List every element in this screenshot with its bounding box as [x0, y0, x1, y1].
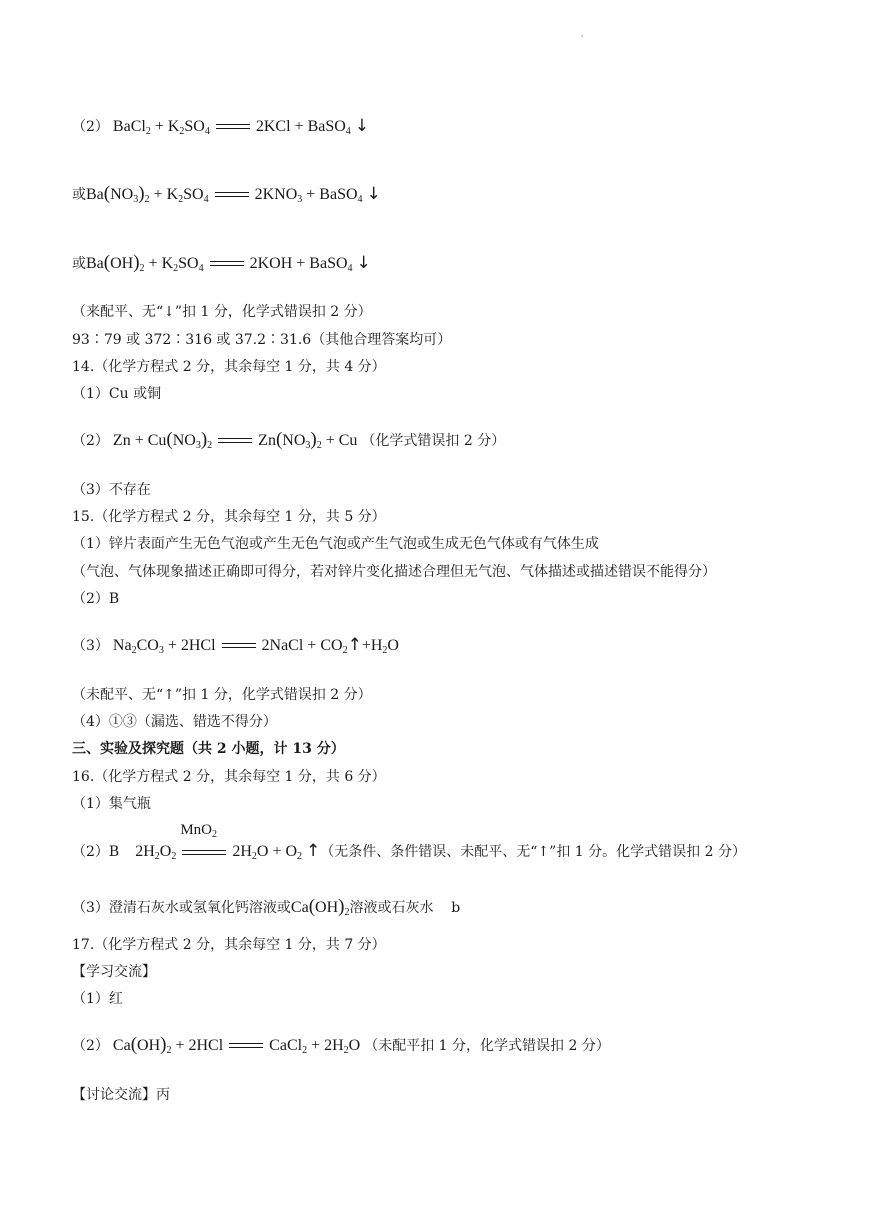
paren: ) — [133, 252, 140, 273]
formula: O — [159, 843, 172, 860]
answer-15-1: （1）锌片表面产生无色气泡或产生无色气泡或产生气泡或生成无色气体或有气体生成 — [72, 536, 599, 552]
answer-text: 溶液或石灰水 — [349, 900, 434, 916]
subscript: 2 — [173, 263, 179, 274]
answer-text: （3）澄清石灰水或氢氧化钙溶液或 — [72, 900, 291, 916]
paren: ) — [160, 1034, 167, 1055]
subscript: 2 — [212, 829, 217, 841]
formula: NO — [110, 186, 134, 203]
paren: ( — [166, 429, 173, 450]
subscript: 2 — [166, 1045, 172, 1056]
plus-sign: + — [325, 432, 335, 449]
section-heading: 三、实验及探究题（共 2 小题，计 13 分） — [72, 741, 345, 757]
answer-14-3: （3）不存在 — [72, 482, 151, 498]
answer-14-1: （1）Cu 或铜 — [72, 386, 162, 402]
subsection-learning-exchange: 【学习交流】 — [72, 964, 156, 980]
item-number: （2） — [72, 119, 109, 135]
formula: K — [161, 255, 174, 272]
formula: BaCl — [112, 118, 146, 135]
plus-sign: + — [294, 118, 304, 135]
subscript: 3 — [195, 440, 201, 451]
subscript: 2 — [342, 645, 348, 656]
formula: 2KNO — [254, 186, 298, 203]
precipitate-arrow-icon: ↓ — [366, 184, 381, 204]
formula: 2H — [135, 843, 155, 860]
subscript: 2 — [251, 851, 257, 862]
question-15-header: 15.（化学方程式 2 分，其余每空 1 分，共 5 分） — [72, 509, 386, 525]
equation-na2co3 — [72, 636, 399, 655]
subscript: 2 — [316, 440, 322, 451]
subscript: 2 — [145, 126, 151, 137]
equals-sign — [182, 848, 226, 858]
formula: SO — [183, 186, 204, 203]
formula: O — [348, 1037, 361, 1054]
formula: Na — [112, 637, 132, 654]
precipitate-arrow-icon: ↓ — [356, 253, 371, 273]
formula: O — [285, 843, 298, 860]
question-17-header: 17.（化学方程式 2 分，其余每空 1 分，共 7 分） — [72, 937, 386, 953]
formula: 2NaCl — [261, 637, 304, 654]
formula: BaSO — [319, 186, 358, 203]
or-label: 或 — [72, 187, 86, 203]
subscript: 4 — [357, 194, 363, 205]
equation-ca-oh-hcl — [72, 1036, 610, 1055]
plus-sign: + — [361, 637, 371, 654]
subscript: 2 — [179, 126, 185, 137]
formula: CO — [320, 637, 343, 654]
equals-sign — [218, 436, 252, 446]
formula: Ba — [86, 186, 104, 203]
answer-15-4: （4）①③（漏选、错选不得分） — [72, 714, 277, 730]
formula: 2HCl — [180, 637, 216, 654]
subscript: 3 — [133, 194, 139, 205]
plus-sign: + — [148, 255, 158, 272]
paren: ( — [103, 252, 111, 273]
ratio-answer: 93∶79 或 372∶316 或 37.2∶31.6（其他合理答案均可） — [72, 332, 452, 348]
formula: CaCl — [269, 1037, 303, 1054]
discussion-answer: 【讨论交流】丙 — [72, 1087, 170, 1103]
plus-sign: + — [175, 1037, 185, 1054]
formula: 2HCl — [188, 1037, 224, 1054]
gas-arrow-icon: ↑ — [306, 841, 321, 861]
formula: 2H — [324, 1037, 344, 1054]
formula: NO — [282, 432, 306, 449]
subscript: 4 — [204, 126, 210, 137]
formula: Zn — [112, 432, 131, 449]
paren: ( — [275, 429, 283, 450]
formula: OH — [315, 899, 339, 916]
answer-15-1-note: （气泡、气体现象描述正确即可得分，若对锌片变化描述合理但无气泡、气体描述或描述错误不能得分） — [72, 564, 716, 580]
formula: 2KOH — [249, 255, 293, 272]
subscript: 4 — [347, 263, 353, 274]
formula: 2H — [232, 843, 252, 860]
formula: NO — [172, 432, 196, 449]
subscript: 2 — [344, 907, 350, 918]
question-14-header: 14.（化学方程式 2 分，其余每空 1 分，共 4 分） — [72, 359, 386, 375]
plus-sign: + — [272, 843, 282, 860]
subscript: 4 — [203, 194, 209, 205]
subscript: 4 — [198, 263, 204, 274]
formula: Cu — [338, 432, 358, 449]
formula: BaSO — [307, 118, 346, 135]
paren: ) — [138, 183, 145, 204]
equals-sign — [216, 122, 250, 132]
plus-sign: + — [306, 186, 316, 203]
subscript: 3 — [305, 440, 311, 451]
catalyst-condition — [180, 822, 228, 861]
subscript: 2 — [139, 263, 145, 274]
formula: H — [370, 637, 383, 654]
subscript: 2 — [382, 645, 388, 656]
plus-sign: + — [154, 118, 164, 135]
equals-sign — [210, 259, 244, 269]
or-label: 或 — [72, 256, 86, 272]
subscript: 2 — [178, 194, 184, 205]
equation-ba-no3 — [72, 185, 381, 204]
item-number: （2）B — [72, 844, 120, 860]
plus-sign: + — [167, 637, 177, 654]
subscript: 2 — [343, 1045, 349, 1056]
answer-letter: b — [451, 900, 461, 916]
formula: Zn — [258, 432, 276, 449]
subscript: 2 — [144, 194, 150, 205]
equation-h2o2 — [72, 822, 746, 862]
question-16-header: 16.（化学方程式 2 分，其余每空 1 分，共 6 分） — [72, 769, 386, 785]
answer-16-1: （1）集气瓶 — [72, 796, 151, 812]
paren: ) — [338, 896, 345, 917]
formula: O — [256, 843, 269, 860]
answer-16-3 — [72, 898, 460, 917]
formula: SO — [184, 118, 205, 135]
plus-sign: + — [134, 432, 144, 449]
formula: K — [166, 186, 179, 203]
plus-sign: + — [307, 637, 317, 654]
subscript: 2 — [207, 440, 213, 451]
formula-ca-oh — [290, 896, 350, 918]
answer-17-1: （1）红 — [72, 991, 123, 1007]
paren: ( — [130, 1034, 138, 1055]
formula: BaSO — [309, 255, 348, 272]
plus-sign: + — [296, 255, 306, 272]
subscript: 3 — [158, 645, 164, 656]
paren: ( — [308, 896, 316, 917]
plus-sign: + — [153, 186, 163, 203]
equation-ba-oh — [72, 254, 371, 273]
formula: K — [167, 118, 180, 135]
subscript: 4 — [345, 126, 351, 137]
equals-sign — [215, 190, 249, 200]
formula: OH — [110, 255, 134, 272]
formula: Ca — [290, 899, 309, 916]
subscript: 2 — [171, 851, 177, 862]
subscript: 2 — [297, 851, 303, 862]
item-number: （3） — [72, 638, 109, 654]
item-number: （2） — [72, 1038, 109, 1054]
paren: ) — [200, 429, 208, 450]
formula: CO — [136, 637, 159, 654]
formula: Cu — [147, 432, 167, 449]
scoring-note: （无条件、条件错误、未配平、无“↑”扣 1 分。化学式错误扣 2 分） — [320, 844, 746, 860]
item-number: （2） — [72, 433, 109, 449]
scoring-note: （化学式错误扣 2 分） — [361, 433, 506, 449]
equation-bacl2 — [72, 117, 369, 136]
equals-sign — [222, 641, 256, 651]
subscript: 3 — [297, 194, 303, 205]
scoring-note: （来配平、无“↓”扣 1 分，化学式错误扣 2 分） — [72, 304, 372, 320]
equals-sign — [229, 1041, 263, 1051]
plus-sign: + — [311, 1037, 321, 1054]
subscript: 2 — [131, 645, 137, 656]
formula: SO — [178, 255, 199, 272]
formula: 2KCl — [255, 118, 291, 135]
formula: OH — [137, 1037, 161, 1054]
scoring-note: （未配平扣 1 分，化学式错误扣 2 分） — [364, 1038, 610, 1054]
scoring-note: （未配平、无“↑”扣 1 分，化学式错误扣 2 分） — [72, 687, 372, 703]
answer-15-2: （2）B — [72, 591, 120, 607]
subscript: 2 — [302, 1045, 308, 1056]
page-mark: ' — [581, 34, 584, 43]
formula: Ba — [86, 255, 104, 272]
precipitate-arrow-icon: ↓ — [354, 116, 370, 136]
formula: Ca — [112, 1037, 131, 1054]
catalyst-formula: MnO — [180, 822, 212, 839]
equation-zn-cu — [72, 431, 505, 450]
gas-arrow-icon: ↑ — [347, 635, 362, 655]
formula: O — [387, 637, 399, 654]
paren: ( — [103, 183, 111, 204]
subscript: 2 — [154, 851, 160, 862]
paren: ) — [310, 429, 317, 450]
